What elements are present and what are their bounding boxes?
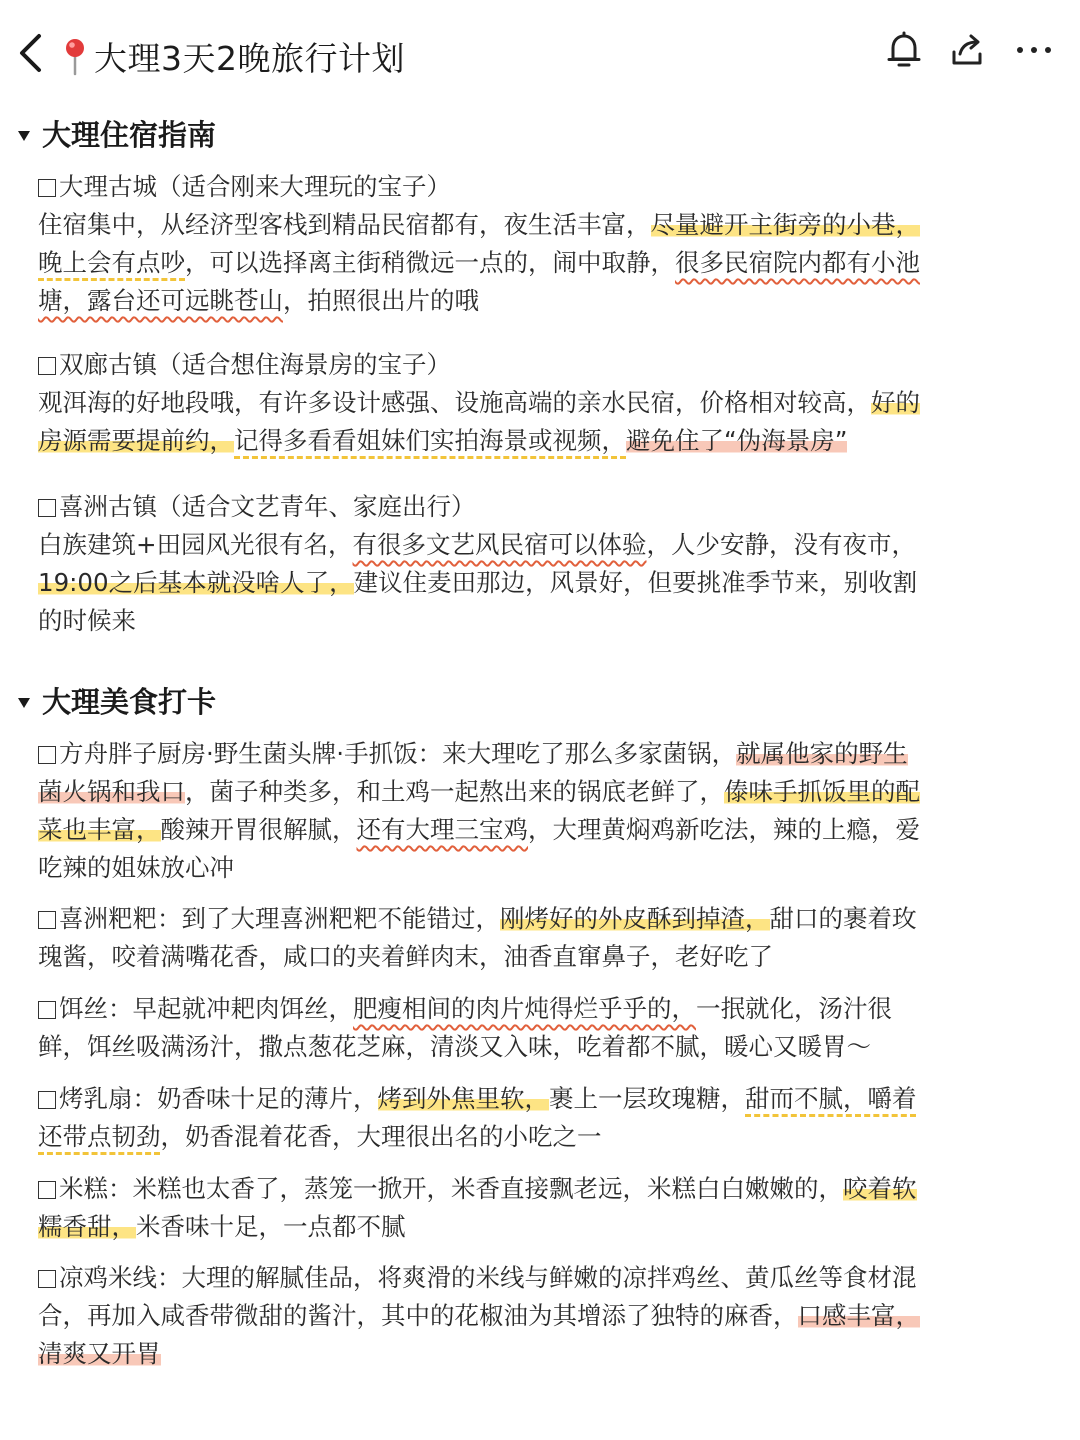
top-bar <box>0 0 1080 110</box>
section-heading-food[interactable] <box>18 680 216 721</box>
section-title: 大理美食打卡 <box>42 685 217 719</box>
text-line <box>38 422 1008 460</box>
item-text: 凉鸡米线：大理的解腻佳品，将爽滑的米线与鲜嫩的凉拌鸡丝、黄瓜丝等食材混 <box>59 1263 917 1292</box>
text-line <box>38 990 1008 1028</box>
highlighted-text: 还带点韧劲 <box>38 1122 161 1151</box>
checkbox[interactable] <box>38 357 56 375</box>
item-text: 米香味十足，一点都不腻 <box>136 1212 406 1241</box>
highlighted-text: 就属他家的野生 <box>736 739 908 768</box>
item-text: ，可以选择离主街稍微远一点的，闹中取静， <box>185 248 675 277</box>
checkbox[interactable] <box>38 746 56 764</box>
collapse-triangle-icon <box>18 698 30 708</box>
text-line <box>38 526 1008 564</box>
item-text: 烤乳扇：奶香味十足的薄片， <box>59 1084 378 1113</box>
highlighted-text: 还有大理三宝鸡 <box>356 815 528 844</box>
text-line <box>38 1118 1008 1156</box>
share-button[interactable] <box>946 28 990 72</box>
item-text: 的时候来 <box>38 606 136 635</box>
item-text: 观洱海的好地段哦，有许多设计感强、设施高端的亲水民宿，价格相对较高， <box>38 388 871 417</box>
text-line <box>38 282 1008 320</box>
highlighted-text: 烤到外焦里软， <box>377 1084 549 1113</box>
highlighted-text: 避免住了“伪海景房” <box>626 426 848 455</box>
item-text: 白族建筑+田园风光很有名， <box>38 530 353 559</box>
item-text: ，拍照很出片的哦 <box>283 286 479 315</box>
text-line <box>38 168 1008 206</box>
item-text: 瑰酱，咬着满嘴花香，咸口的夹着鲜肉末，油香直窜鼻子，老好吃了 <box>38 942 773 971</box>
list-item <box>38 1259 1008 1373</box>
highlighted-text: 糯香甜， <box>38 1212 136 1241</box>
highlighted-text: 19:00之后基本就没啥人了， <box>38 568 354 597</box>
page-title-group <box>60 32 405 80</box>
item-text: ，大理黄焖鸡新吃法，辣的上瘾，爱 <box>528 815 920 844</box>
list-item <box>38 346 1008 460</box>
highlighted-text: 刚烤好的外皮酥到掉渣， <box>500 904 770 933</box>
item-text: 酸辣开胃很解腻， <box>160 815 357 844</box>
item-text: 鲜，饵丝吸满汤汁，撒点葱花芝麻，清淡又入味，吃着都不腻，暖心又暖胃～ <box>38 1032 871 1061</box>
highlighted-text: 菜也丰富， <box>38 815 161 844</box>
notification-button[interactable] <box>882 28 926 72</box>
item-text: 甜口的裹着玫 <box>769 904 917 933</box>
text-line <box>38 1208 1008 1246</box>
text-line <box>38 900 1008 938</box>
list-item <box>38 1170 1008 1246</box>
highlighted-text: 甜而不腻，嚼着 <box>745 1084 917 1113</box>
map-pin-icon <box>60 36 90 76</box>
highlighted-text: 肥瘦相间的肉片炖得烂乎乎的， <box>353 994 696 1023</box>
checkbox[interactable] <box>38 179 56 197</box>
text-line <box>38 1259 1008 1297</box>
item-text: 大理古城（适合刚来大理玩的宝子） <box>59 172 451 201</box>
text-line <box>38 1170 1008 1208</box>
section-title: 大理住宿指南 <box>42 118 217 152</box>
text-line <box>38 849 1008 887</box>
highlighted-text: 很多民宿院内都有小池 <box>675 248 920 277</box>
highlighted-text: 房源需要提前约， <box>38 426 234 455</box>
highlighted-text: 记得多看看姐妹们实拍海景或视频， <box>234 426 626 455</box>
highlighted-text: 有很多文艺风民宿可以体验 <box>352 530 647 559</box>
item-text: 住宿集中，从经济型客栈到精品民宿都有，夜生活丰富， <box>38 210 651 239</box>
text-line <box>38 1028 1008 1066</box>
item-text: 裹上一层玫瑰糖， <box>549 1084 745 1113</box>
text-line <box>38 206 1008 244</box>
text-line <box>38 346 1008 384</box>
more-icon <box>1016 45 1052 55</box>
highlighted-text: 傣味手抓饭里的配 <box>724 777 920 806</box>
list-item <box>38 168 1008 320</box>
highlighted-text: 好的 <box>871 388 920 417</box>
item-text: 米糕：米糕也太香了，蒸笼一掀开，米香直接飘老远，米糕白白嫩嫩的， <box>59 1174 843 1203</box>
text-line <box>38 602 1008 640</box>
text-line <box>38 735 1008 773</box>
item-text: 方舟胖子厨房·野生菌头牌·手抓饭：来大理吃了那么多家菌锅， <box>59 739 737 768</box>
item-text: 吃辣的姐妹放心冲 <box>38 853 234 882</box>
item-text: ，人少安静，没有夜市， <box>646 530 917 559</box>
text-line <box>38 1080 1008 1118</box>
item-text: 建议住麦田那边，风景好，但要挑准季节来，别收割 <box>353 568 918 597</box>
highlighted-text: 清爽又开胃 <box>38 1339 161 1368</box>
highlighted-text: 菌火锅和我口 <box>38 777 185 806</box>
text-line <box>38 811 1008 849</box>
checkbox[interactable] <box>38 499 56 517</box>
collapse-triangle-icon <box>18 131 30 141</box>
section-heading-lodging[interactable] <box>18 113 216 154</box>
list-item <box>38 1080 1008 1156</box>
text-line <box>38 564 1008 602</box>
item-text: 合，再加入咸香带微甜的酱汁，其中的花椒油为其增添了独特的麻香， <box>38 1301 798 1330</box>
checkbox[interactable] <box>38 1001 56 1019</box>
text-line <box>38 488 1008 526</box>
item-text: 饵丝：早起就冲耙肉饵丝， <box>59 994 353 1023</box>
text-line <box>38 773 1008 811</box>
page-title: 大理3天2晚旅行计划 <box>94 38 405 78</box>
checkbox[interactable] <box>38 1270 56 1288</box>
highlighted-text: 口感丰富， <box>797 1301 920 1330</box>
checkbox[interactable] <box>38 1181 56 1199</box>
text-line <box>38 244 1008 282</box>
highlighted-text: 咬着软 <box>843 1174 917 1203</box>
item-text: 一抿就化，汤汁很 <box>696 994 892 1023</box>
checkbox[interactable] <box>38 911 56 929</box>
highlighted-text: 尽量避开主街旁的小巷， <box>650 210 920 239</box>
item-text: 喜洲古镇（适合文艺青年、家庭出行） <box>59 492 476 521</box>
highlighted-text: 塘，露台还可远眺苍山 <box>38 286 283 315</box>
highlighted-text: 晚上会有点吵 <box>38 248 185 277</box>
text-line <box>38 1335 1008 1373</box>
bell-icon <box>886 31 922 69</box>
back-button[interactable] <box>10 30 50 76</box>
checkbox[interactable] <box>38 1091 56 1109</box>
item-text: 双廊古镇（适合想住海景房的宝子） <box>59 350 451 379</box>
text-line <box>38 938 1008 976</box>
list-item <box>38 488 1008 640</box>
text-line <box>38 1297 1008 1335</box>
list-item <box>38 900 1008 976</box>
item-text: 喜洲粑粑：到了大理喜洲粑粑不能错过， <box>59 904 500 933</box>
share-icon <box>950 32 986 68</box>
item-text: ，奶香混着花香，大理很出名的小吃之一 <box>160 1122 602 1151</box>
list-item <box>38 735 1008 887</box>
back-arrow-icon <box>17 33 43 73</box>
text-line <box>38 384 1008 422</box>
more-button[interactable] <box>1012 28 1056 72</box>
item-text: ，菌子种类多，和土鸡一起熬出来的锅底老鲜了， <box>185 777 724 806</box>
list-item <box>38 990 1008 1066</box>
